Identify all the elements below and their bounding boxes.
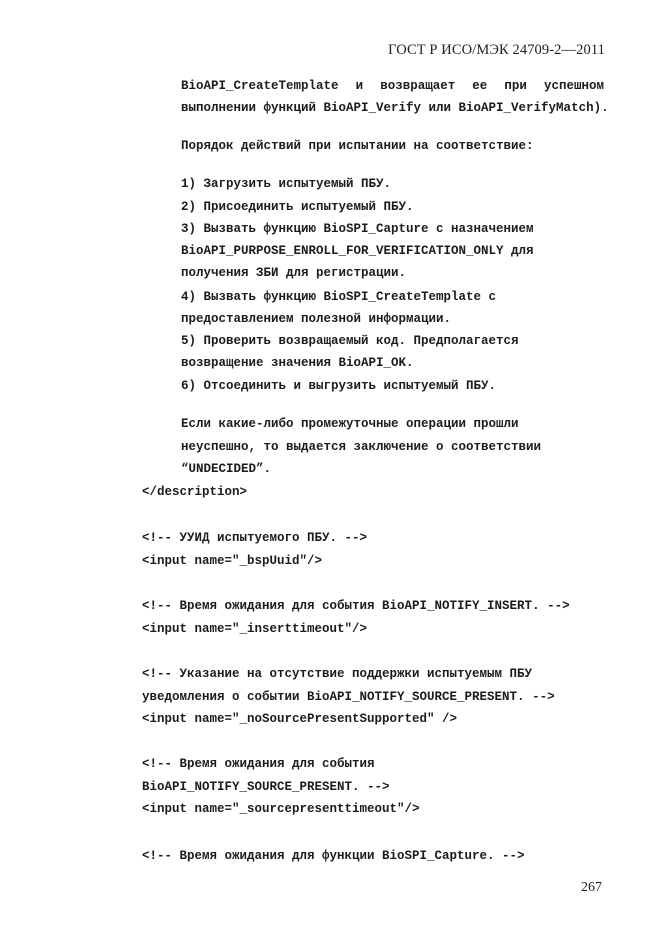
failure-line-2: неуспешно, то выдается заключение о соответствии xyxy=(181,440,542,454)
code-comment: <!-- Указание на отсутствие поддержки испытуемым ПБУ xyxy=(142,667,533,681)
code-comment: BioAPI_NOTIFY_SOURCE_PRESENT. --> xyxy=(142,780,390,794)
step-line: 3) Вызвать функцию BioSPI_Capture с назначением xyxy=(181,222,534,236)
code-comment: <!-- УУИД испытуемого ПБУ. --> xyxy=(142,531,368,545)
step-line: 6) Отсоединить и выгрузить испытуемый ПБУ. xyxy=(181,379,497,393)
intro-line-2: выполнении функций BioAPI_Verify или BioAPI_VerifyMatch). xyxy=(181,101,609,115)
code-input: <input name="_sourcepresenttimeout"/> xyxy=(142,802,420,816)
step-line: 4) Вызвать функцию BioSPI_CreateTemplate с xyxy=(181,290,497,304)
page-number: 267 xyxy=(581,880,602,895)
code-input: <input name="_noSourcePresentSupported" /> xyxy=(142,712,458,726)
step-line: возвращение значения BioAPI_OK. xyxy=(181,356,414,370)
intro-line-1: BioAPI_CreateTemplate и возвращает ее при успешном xyxy=(181,79,604,93)
failure-line-1: Если какие-либо промежуточные операции прошли xyxy=(181,417,519,431)
step-line: 2) Присоединить испытуемый ПБУ. xyxy=(181,200,414,214)
step-line: BioAPI_PURPOSE_ENROLL_FOR_VERIFICATION_ONLY для xyxy=(181,244,534,258)
step-line: предоставлением полезной информации. xyxy=(181,312,452,326)
code-comment: уведомления о событии BioAPI_NOTIFY_SOURCE_PRESENT. --> xyxy=(142,690,555,704)
code-comment: <!-- Время ожидания для функции BioSPI_Capture. --> xyxy=(142,849,525,863)
description-close-tag: </description> xyxy=(142,485,248,499)
procedure-heading: Порядок действий при испытании на соответствие: xyxy=(181,139,534,153)
document-header: ГОСТ Р ИСО/МЭК 24709-2—2011 xyxy=(388,42,605,58)
step-line: получения ЗБИ для регистрации. xyxy=(181,266,407,280)
step-line: 5) Проверить возвращаемый код. Предполагается xyxy=(181,334,519,348)
step-line: 1) Загрузить испытуемый ПБУ. xyxy=(181,177,392,191)
failure-line-3: “UNDECIDED”. xyxy=(181,462,272,476)
code-input: <input name="_inserttimeout"/> xyxy=(142,622,368,636)
code-comment: <!-- Время ожидания для события BioAPI_NOTIFY_INSERT. --> xyxy=(142,599,570,613)
code-comment: <!-- Время ожидания для события xyxy=(142,757,375,771)
code-input: <input name="_bspUuid"/> xyxy=(142,554,323,568)
